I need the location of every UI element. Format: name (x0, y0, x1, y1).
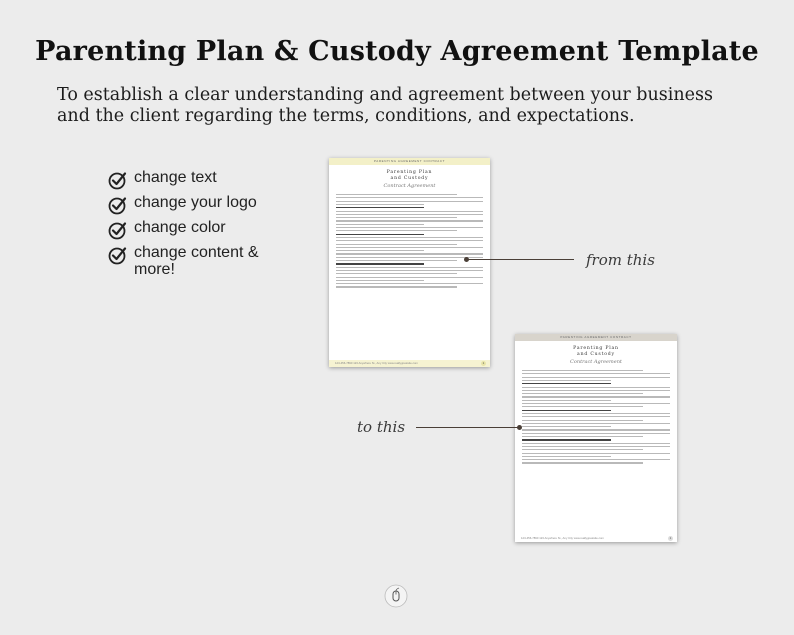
connector-line-from (468, 259, 574, 260)
page-number: 1 (482, 361, 485, 365)
feature-list (108, 169, 308, 278)
connector-line-to (416, 427, 520, 428)
page-subtitle (57, 85, 757, 127)
document-body (522, 370, 670, 466)
feature-label (134, 244, 259, 278)
document-preview-before (329, 158, 490, 367)
document-body (336, 194, 483, 290)
document-script-subtitle: Contract Agreement (570, 359, 622, 365)
page-title: Parenting Plan & Custody Agreement Template (35, 36, 759, 67)
feature-label: change color (134, 219, 226, 236)
page-number: 1 (669, 536, 672, 540)
document-title-line: Parenting Plan (573, 346, 619, 351)
mouse-logo-icon (384, 584, 408, 608)
circle-check-icon (108, 220, 128, 240)
feature-item (108, 244, 308, 278)
circle-check-icon (108, 195, 128, 215)
document-footer: 123-456-7890 123 Anywhere St., Any City www.reallygreatsite.com (329, 360, 490, 367)
feature-item (108, 169, 308, 194)
from-label: from this (586, 251, 655, 269)
document-title-line: and Custody (390, 176, 429, 181)
document-title (515, 346, 677, 358)
circle-check-icon (108, 245, 128, 265)
feature-item (108, 219, 308, 244)
feature-label-line: change content & (134, 244, 259, 261)
connector-dot (517, 425, 522, 430)
subtitle-line: To establish a clear understanding and agreement between your business (57, 85, 713, 105)
document-header-band: PARENTING AGREEMENT CONTRACT (329, 158, 490, 165)
subtitle-line: and the client regarding the terms, conditions, and expectations. (57, 106, 635, 126)
feature-label: change your logo (134, 194, 257, 211)
feature-label: change text (134, 169, 217, 186)
document-title-line: Parenting Plan (386, 170, 433, 175)
document-preview-after (515, 334, 677, 542)
document-script-subtitle: Contract Agreement (383, 183, 436, 189)
document-title (329, 170, 490, 182)
feature-label-line: more! (134, 261, 175, 278)
feature-item (108, 194, 308, 219)
document-footer: 123-456-7890 123 Anywhere St., Any City www.reallygreatsite.com (515, 535, 677, 542)
circle-check-icon (108, 170, 128, 190)
document-header-band: PARENTING AGREEMENT CONTRACT (515, 334, 677, 341)
document-title-line: and Custody (577, 352, 615, 357)
to-label: to this (357, 418, 406, 436)
